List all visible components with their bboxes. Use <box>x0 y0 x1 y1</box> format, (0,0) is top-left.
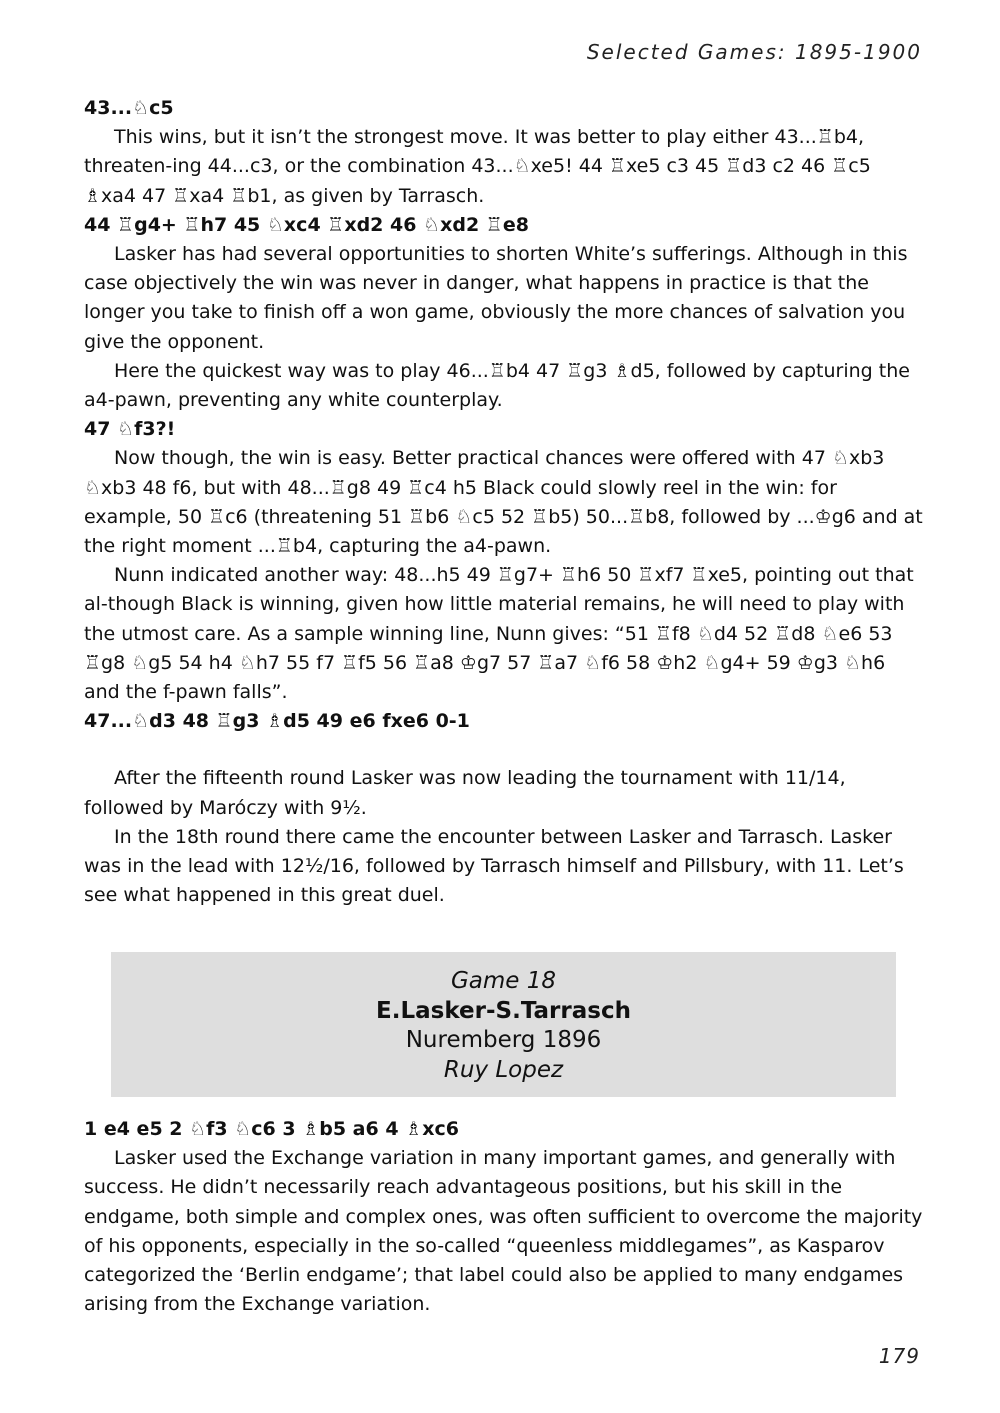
annotation-paragraph: Here the quickest way was to play 46...♖b4 47 ♖g3 ♗d5, followed by capturing the a4-pawn, preventing any white counterplay. <box>84 359 910 412</box>
move-line: 44 ♖g4+ ♖h7 45 ♘xc4 ♖xd2 46 ♘xd2 ♖e8 <box>84 213 529 236</box>
move-line: 47 ♘f3?! <box>84 418 176 441</box>
move-line: 43...♘c5 <box>84 97 174 119</box>
game-event: Nuremberg 1896 <box>405 1027 602 1053</box>
move-line: 1 e4 e5 2 ♘f3 ♘c6 3 ♗b5 a6 4 ♗xc6 <box>84 1118 459 1140</box>
game-opening: Ruy Lopez <box>443 1056 564 1083</box>
game-start-section <box>84 1115 924 1319</box>
annotation-paragraph: This wins, but it isn’t the strongest move. It was better to play either 43...♖b4, threaten-ing 44...c3, or the combination 43...♘xe5! 44 ♖xe5 c3 45 ♖d3 c2 46 ♖c5 ♗xa4 47 ♖xa4 ♖b1, as given by Tarrasch. <box>84 126 871 207</box>
annotation-section <box>84 94 924 910</box>
annotation-paragraph: Nunn indicated another way: 48...h5 49 ♖g7+ ♖h6 50 ♖xf7 ♖xe5, pointing out that al-though Black is winning, given how little material remains, he will need to play with the utmost care. As a sample winning line, Nunn gives: “51 ♖f8 ♘d4 52 ♖d8 ♘e6 53 ♖g8 ♘g5 54 h4 ♘h7 55 f7 ♖f5 56 ♖a8 ♔g7 57 ♖a7 ♘f6 58 ♔h2 ♘g4+ 59 ♔g3 ♘h6 and the f-pawn falls”. <box>84 564 914 704</box>
annotation-paragraph: Lasker used the Exchange variation in many important games, and generally with success. He didn’t necessarily reach advantageous positions, but his skill in the endgame, both simple and complex ones, was often sufficient to overcome the majority of his opponents, especially in the so-called “queenless middlegames”, as Kasparov categorized the ‘Berlin endgame’; that label could also be applied to many endgames arising from the Exchange variation. <box>84 1147 923 1316</box>
game-number: Game 18 <box>450 968 557 994</box>
spacer <box>84 736 924 764</box>
game-players: E.Lasker-S.Tarrasch <box>376 997 631 1024</box>
annotation-paragraph: Now though, the win is easy. Better practical chances were offered with 47 ♘xb3 ♘xb3 48 f6, but with 48...♖g8 49 ♖c4 h5 Black could slowly reel in the win: for example, 50 ♖c6 (threatening 51 ♖b6 ♘c5 52 ♖b5) 50...♖b8, followed by ...♔g6 and at the right moment ...♖b4, capturing the a4-pawn. <box>84 447 923 558</box>
annotation-paragraph: Lasker has had several opportunities to shorten White’s sufferings. Although in this case objectively the win was never in danger, what happens in practice is that the longer you take to finish off a won game, obviously the more chances of salvation you give the opponent. <box>84 243 908 353</box>
narrative-paragraph: After the fifteenth round Lasker was now leading the tournament with 11/14, followed by Maróczy with 9½. <box>84 767 846 819</box>
running-header: Selected Games: 1895-1900 <box>586 40 922 64</box>
page-number: 179 <box>878 1344 920 1368</box>
narrative-paragraph: In the 18th round there came the encounter between Lasker and Tarrasch. Lasker was in the lead with 12½/16, followed by Tarrasch himself and Pillsbury, with 11. Let’s see what happened in this great duel. <box>84 825 904 907</box>
move-line: 47...♘d3 48 ♖g3 ♗d5 49 e6 fxe6 0-1 <box>84 710 470 733</box>
game-heading-box <box>111 952 896 1097</box>
